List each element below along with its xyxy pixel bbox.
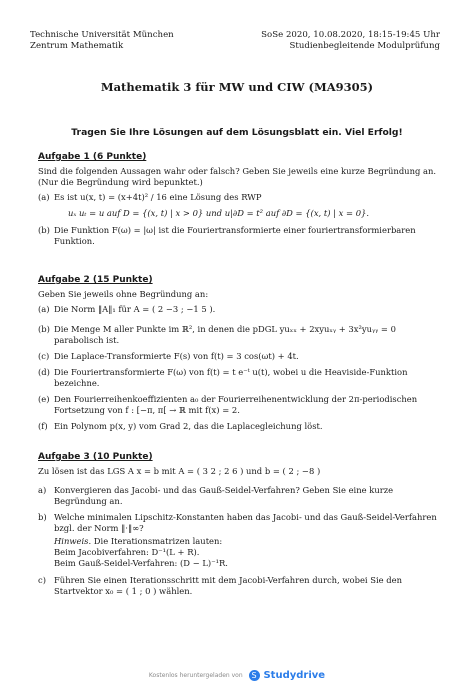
exam-title: Mathematik 3 für MW und CIW (MA9305)	[100, 80, 374, 94]
task-3-a	[38, 485, 444, 507]
item-text: Führen Sie einen Iterationsschritt mit dem Jacobi-Verfahren durch, wobei Sie den Startvektor x₀ = ( 1 ; 0 ) wählen.	[54, 575, 402, 596]
item-text: Es ist u(x, t) = (x+4t)² / 16 eine Lösung des RWP	[54, 192, 262, 202]
task-3-b	[38, 512, 444, 534]
item-text: Die Funktion F(ω) = |ω| ist die Fouriertransformierte einer fouriertransformierbaren Funktion.	[54, 225, 416, 246]
item-label: (a)	[38, 304, 50, 314]
task-1-a-equation: uₓ uₜ = u auf D = {(x, t) | x > 0} und u|∂D = t² auf ∂D = {(x, t) | x = 0}.	[68, 208, 370, 218]
task-2-intro: Geben Sie jeweils ohne Begründung an:	[38, 289, 209, 299]
hint-text: Die Iterationsmatrizen lauten:	[91, 536, 223, 546]
item-label: (d)	[38, 367, 50, 377]
task-1-heading: Aufgabe 1 (6 Punkte)	[38, 152, 147, 162]
item-label: (c)	[38, 351, 50, 361]
item-text: Welche minimalen Lipschitz-Konstanten haben das Jacobi- und das Gauß-Seidel-Verfahren bzgl. der Norm ‖·‖∞?	[54, 512, 437, 533]
item-text: Den Fourierreihenkoeffizienten a₀ der Fourierreihenentwicklung der 2π-periodischen Fortsetzung von f : [−π, π[ → ℝ mit f(x) = 2.	[54, 394, 418, 415]
task-2-d	[38, 367, 444, 389]
task-3-hint	[54, 536, 444, 569]
item-label: c)	[38, 575, 46, 585]
task-3-c	[38, 575, 444, 597]
footer	[0, 670, 474, 681]
footer-brand: Studydrive	[263, 670, 326, 681]
exam-type: Studienbegleitende Modulprüfung	[289, 41, 440, 51]
task-2-f	[38, 421, 444, 432]
item-label: a)	[38, 485, 47, 495]
item-text: Konvergieren das Jacobi- und das Gauß-Seidel-Verfahren? Geben Sie eine kurze Begründung an.	[54, 485, 394, 506]
item-text: Die Laplace-Transformierte F(s) von f(t) = 3 cos(ωt) + 4t.	[54, 351, 299, 361]
item-label: (f)	[38, 421, 48, 431]
task-1-b	[38, 225, 444, 247]
department-name: Zentrum Mathematik	[30, 41, 124, 51]
item-label: (b)	[38, 324, 50, 334]
header-left	[30, 30, 174, 52]
task-2-b	[38, 324, 444, 346]
item-text: Ein Polynom p(x, y) vom Grad 2, das die Laplacegleichung löst.	[54, 421, 323, 431]
task-2-a	[38, 304, 444, 315]
footer-text: Kostenlos heruntergeladen von	[148, 672, 243, 679]
task-3-intro: Zu lösen ist das LGS A x = b mit A = ( 3 2 ; 2 6 ) und b = ( 2 ; −8 )	[38, 466, 321, 476]
task-3	[38, 452, 444, 602]
hint-jacobi: Beim Jacobiverfahren: D⁻¹(L + R).	[54, 547, 200, 557]
task-2	[38, 275, 444, 437]
task-1-intro: Sind die folgenden Aussagen wahr oder falsch? Geben Sie jeweils eine kurze Begründung an. (Nur die Begründung wird bepunktet.)	[38, 166, 437, 187]
task-3-heading: Aufgabe 3 (10 Punkte)	[38, 452, 153, 462]
item-label: (b)	[38, 225, 50, 235]
task-1-a	[38, 192, 444, 203]
studydrive-logo-icon: S	[249, 670, 260, 681]
hint-title: Hinweis.	[54, 536, 92, 546]
item-text: Die Norm ‖A‖₁ für A = ( 2 −3 ; −1 5 ).	[54, 304, 216, 314]
item-text: Die Menge M aller Punkte im ℝ², in denen die pDGL yuₓₓ + 2xyuₓᵧ + 3x²yuᵧᵧ = 0 parabolisch ist.	[54, 324, 396, 345]
header-right	[261, 30, 440, 52]
task-2-c	[38, 351, 444, 362]
task-2-heading: Aufgabe 2 (15 Punkte)	[38, 275, 153, 285]
task-1	[38, 152, 444, 252]
item-text: Die Fouriertransformierte F(ω) von f(t) = t e⁻ᵗ u(t), wobei u die Heaviside-Funktion bezeichne.	[54, 367, 408, 388]
task-2-e	[38, 394, 444, 416]
exam-instructions: Tragen Sie Ihre Lösungen auf dem Lösungsblatt ein. Viel Erfolg!	[71, 127, 403, 138]
hint-gauss-seidel: Beim Gauß-Seidel-Verfahren: (D − L)⁻¹R.	[54, 558, 228, 568]
university-name: Technische Universität München	[30, 30, 174, 40]
exam-date: SoSe 2020, 10.08.2020, 18:15-19:45 Uhr	[261, 30, 440, 40]
item-label: b)	[38, 512, 47, 522]
item-label: (e)	[38, 394, 50, 404]
item-label: (a)	[38, 192, 50, 202]
